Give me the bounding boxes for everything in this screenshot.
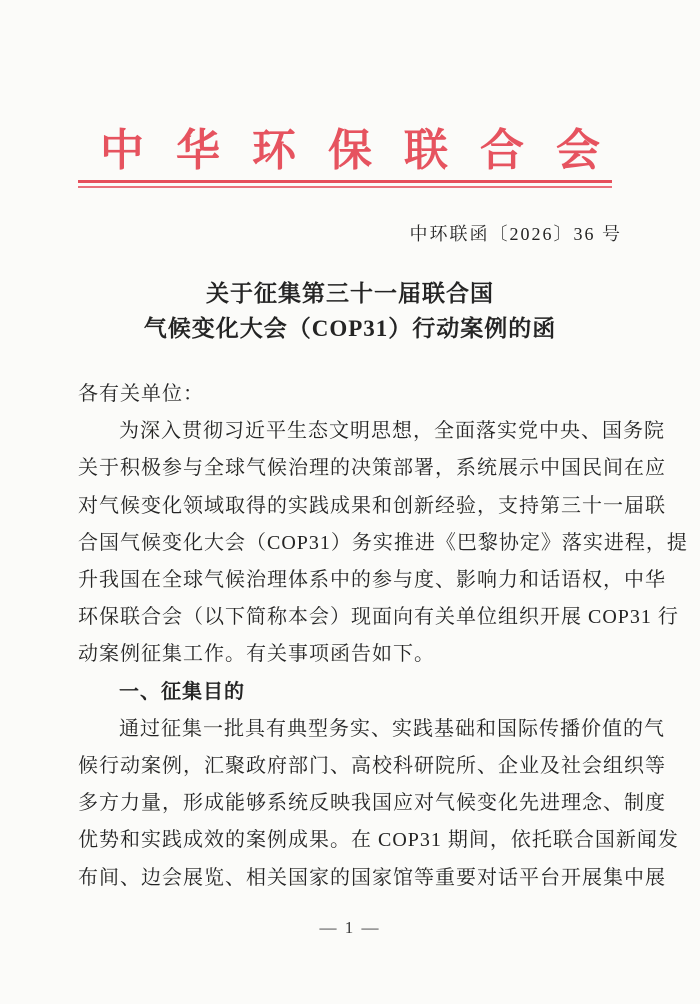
document-title-line2: 气候变化大会（COP31）行动案例的函 xyxy=(143,316,557,341)
document-title xyxy=(0,276,700,346)
page-number: — 1 — xyxy=(319,918,381,937)
paragraph1-line: 合国气候变化大会（COP31）务实推进《巴黎协定》落实进程，提 xyxy=(78,531,688,554)
paragraph2-line: 布间、边会展览、相关国家的国家馆等重要对话平台开展集中展 xyxy=(78,866,666,889)
paragraph1-line: 为深入贯彻习近平生态文明思想，全面落实党中央、国务院 xyxy=(119,420,665,443)
paragraph1-line: 环保联合会（以下简称本会）现面向有关单位组织开展 COP31 行 xyxy=(78,606,679,629)
paragraph1-line: 动案例征集工作。有关事项函告如下。 xyxy=(78,643,435,666)
paragraph1-line: 对气候变化领域取得的实践成果和创新经验，支持第三十一届联 xyxy=(78,494,666,517)
paragraph2-line: 通过征集一批具有典型务实、实践基础和国际传播价值的气 xyxy=(119,717,665,740)
document-number: 中环联函〔2026〕36 号 xyxy=(409,224,622,244)
paragraph2-line: 候行动案例，汇聚政府部门、高校科研院所、企业及社会组织等 xyxy=(78,755,666,778)
paragraph2-line: 多方力量，形成能够系统反映我国应对气候变化先进理念、制度 xyxy=(78,792,666,815)
letterhead-rule-thick xyxy=(78,180,612,183)
salutation: 各有关单位： xyxy=(78,383,204,405)
section-heading: 一、征集目的 xyxy=(119,680,245,703)
document-title-line1: 关于征集第三十一届联合国 xyxy=(206,281,494,306)
paragraph2-line: 优势和实践成效的案例成果。在 COP31 期间，依托联合国新闻发 xyxy=(78,829,679,852)
letterhead-org-name: 中华环保联合会 xyxy=(100,126,632,175)
document-body xyxy=(78,376,688,897)
paragraph1-line: 升我国在全球气候治理体系中的参与度、影响力和话语权，中华 xyxy=(78,569,666,592)
letterhead-rule-thin xyxy=(78,186,612,188)
letterhead-double-rule xyxy=(78,180,612,188)
paragraph1-line: 关于积极参与全球气候治理的决策部署，系统展示中国民间在应 xyxy=(78,457,666,480)
